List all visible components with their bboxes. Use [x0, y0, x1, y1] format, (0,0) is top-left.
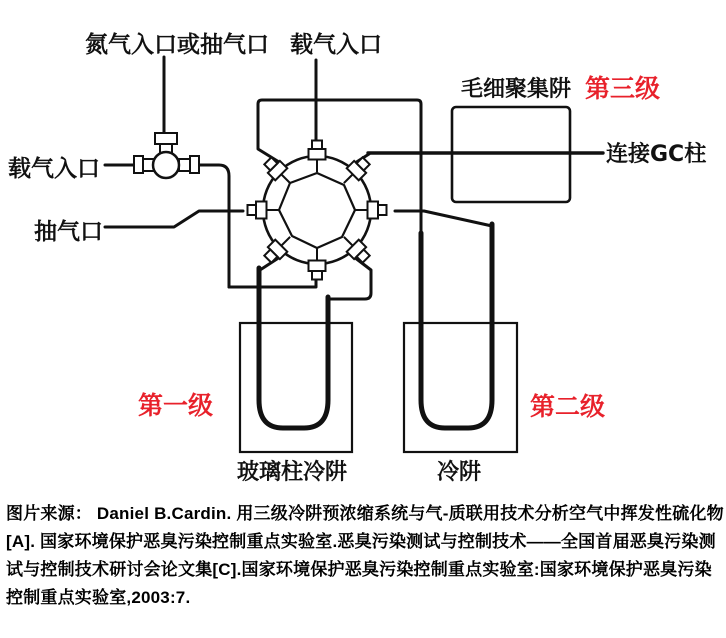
stage3-label: 第三级: [585, 74, 661, 103]
cold-trap-utube: [421, 224, 492, 428]
caption-line-1: 图片来源： Daniel B.Cardin. 用三级冷阱预浓缩系统与气-质联用技术分析空气中挥发性硫化物: [6, 504, 724, 523]
threeway-cap: [155, 133, 177, 144]
right-port-route: [395, 211, 492, 226]
glass-trap-utube: [259, 268, 328, 428]
capillary-trap-label: 毛细聚集阱: [461, 77, 572, 102]
threeway-right-ferrule: [179, 159, 190, 171]
three-way-valve: [134, 133, 199, 178]
threeway-to-bottom-line: [199, 165, 229, 287]
stage2-label: 第二级: [530, 392, 606, 421]
image-source-caption: [6, 500, 722, 612]
pump-line: [105, 211, 243, 227]
n2-inlet-label: 氮气入口或抽气口: [85, 32, 269, 58]
caption-line-4: 控制重点实验室,2003:7.: [6, 588, 191, 607]
caption-line-3: 试与控制技术研讨会论文集[C].国家环境保护恶臭污染控制重点实验室:国家环境保护恶臭污染: [6, 560, 712, 579]
gc-column-label: 连接GC柱: [606, 142, 707, 167]
pump-port-label: 抽气口: [34, 219, 103, 245]
caption-line-2: [A]. 国家环境保护恶臭污染控制重点实验室.恶臭污染测试与控制技术——全国首届恶臭污染测: [6, 532, 716, 551]
carrier-top-label: 载气入口: [290, 32, 382, 58]
cold-trap-label: 冷阱: [437, 460, 482, 485]
lowerright-step: [330, 257, 371, 299]
glass-trap-label: 玻璃柱冷阱: [237, 460, 348, 485]
threeway-left-nut: [134, 156, 143, 173]
threeway-right-nut: [190, 156, 199, 173]
threeway-body: [153, 152, 179, 178]
bottom-port-line: [229, 266, 316, 287]
rotary-valve: [248, 141, 387, 280]
stage1-label: 第一级: [138, 391, 214, 420]
carrier-left-label: 载气入口: [8, 156, 100, 182]
